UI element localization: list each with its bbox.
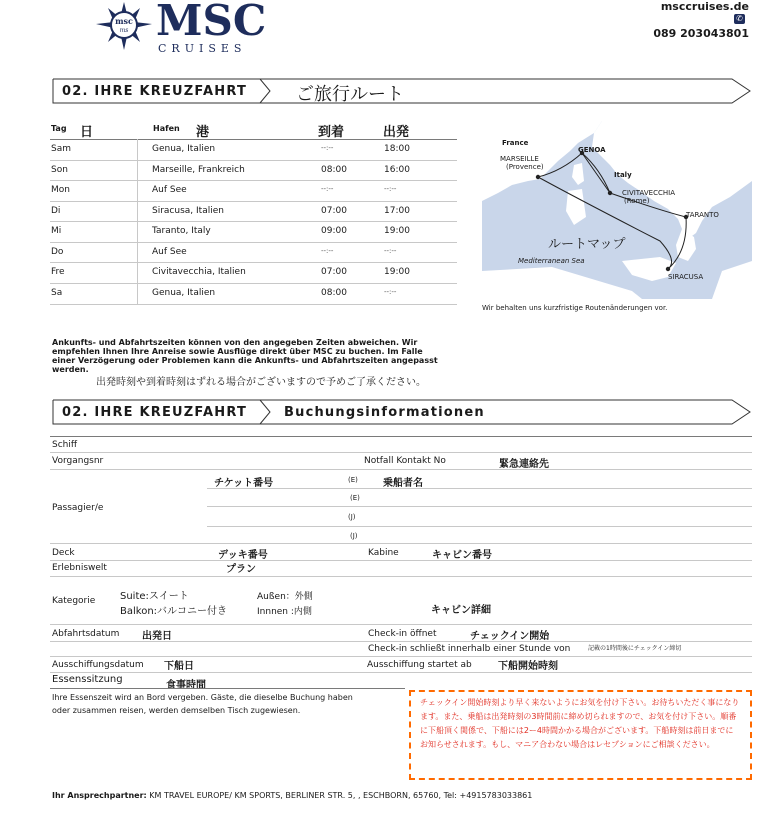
svg-text:ms: ms xyxy=(119,27,129,34)
map-label-civitavecchia-sub: (Rome) xyxy=(624,197,650,205)
map-label-marseille: MARSEILLE xyxy=(500,155,539,163)
day-cell: Mon xyxy=(51,185,70,195)
arrival-cell: 09:00 xyxy=(321,226,347,236)
map-label-italy: Italy xyxy=(614,171,632,179)
inside-jp: Innnen :内側 xyxy=(257,607,312,617)
website-link[interactable]: msccruises.de xyxy=(660,0,749,13)
checkin-open-jp: チェックイン開始 xyxy=(470,631,550,642)
ship-label: Schiff xyxy=(52,440,78,450)
msc-logo xyxy=(94,0,269,58)
category-label: Kategorie xyxy=(52,596,96,606)
day-cell: Mi xyxy=(51,226,62,236)
port-cell: Taranto, Italy xyxy=(152,226,211,236)
meal-note: Ihre Essenszeit wird an Bord vergeben. Gäste, die dieselbe Buchung haben oder zusammen reisen, werden demselben Tisch zugewiesen. xyxy=(52,693,353,715)
meal-time-jp: 食事時間 xyxy=(166,680,206,691)
cabin-number-jp: キャビン番号 xyxy=(432,550,492,561)
table-row xyxy=(50,263,457,283)
departure-cell: --:-- xyxy=(384,288,397,296)
departure-date-jp: 出発日 xyxy=(142,631,172,642)
checkin-close-label: Check-in schließt innerhalb einer Stunde von xyxy=(368,644,571,654)
arrival-cell: 08:00 xyxy=(321,288,347,298)
departure-cell: 16:00 xyxy=(384,165,410,175)
ticket-number-jp: チケット番号 xyxy=(214,478,274,489)
cabin-label: Kabine xyxy=(368,548,399,558)
disembark-date-label: Ausschiffungsdatum xyxy=(52,660,144,670)
section2-subtitle: Buchungsinformationen xyxy=(284,405,485,420)
map-label-route-jp: ルートマップ xyxy=(548,237,626,252)
day-cell: Sa xyxy=(51,288,63,298)
svg-text:msc: msc xyxy=(115,16,133,26)
disembark-start-jp: 下船開始時刻 xyxy=(498,661,558,672)
section1-subtitle-jp: ご旅行ルート xyxy=(296,84,404,105)
times-notice: Ankunfts- und Abfahrtszeiten können von den angegeben Zeiten abweichen. Wir empfehlen Ihnen Ihre Anreise sowie Ausflüge direkt über MSC zu buchen. Im Falle einer Verzögerung oder Problemen kann die Ankunfts- und Abfahrtszeiten angepasst werden. xyxy=(52,338,438,374)
map-label-civitavecchia: CIVITAVECCHIA xyxy=(622,189,675,197)
map-label-taranto: TARANTO xyxy=(686,211,719,219)
cabin-detail-jp: キャビン詳細 xyxy=(431,605,491,616)
col-arrival-jp: 到着 xyxy=(318,125,345,140)
col-hafen-jp: 港 xyxy=(196,125,210,140)
msc-compass-icon xyxy=(94,0,154,52)
checkin-close-jp: 記載の1時間後にチェックイン締切 xyxy=(588,645,682,652)
day-cell: Son xyxy=(51,165,68,175)
table-row xyxy=(50,202,457,222)
passenger-mark: (J) xyxy=(348,513,356,521)
arrival-cell: 07:00 xyxy=(321,206,347,216)
map-caption: Wir behalten uns kurzfristige Routenänderungen vor. xyxy=(482,304,668,312)
arrival-cell: 08:00 xyxy=(321,165,347,175)
checkin-warning-jp: チェックイン開始時刻より早く来ないようにお気を付け下さい。お待ちいただく事になります。また、乗船は出発時刻の3時間前に締め切られますので、お気を付け下さい。順番に下船頂く関係で、下船には2ー4時間かかる場合がございます。下船時刻は前日までにお知らせされます。もし、マニア合わない場合はレセプションにご相談ください。 xyxy=(420,698,740,749)
col-hafen: Hafen xyxy=(153,124,180,133)
emergency-contact-jp: 緊急連絡先 xyxy=(499,459,549,470)
passenger-mark: (E) xyxy=(348,476,358,484)
port-cell: Auf See xyxy=(152,185,187,195)
logo-wordmark: MSC xyxy=(156,0,267,45)
phone-icon: ✆ xyxy=(734,14,745,24)
table-row xyxy=(50,181,457,201)
day-cell: Do xyxy=(51,247,64,257)
disembark-start-label: Ausschiffung startet ab xyxy=(367,660,472,670)
port-cell: Genua, Italien xyxy=(152,144,216,154)
map-label-marseille-sub: (Provence) xyxy=(506,163,544,171)
section2-title: 02. IHRE KREUZFAHRT xyxy=(62,405,248,420)
meal-seating-label: Essenssitzung xyxy=(52,674,123,685)
contact-label: Ihr Ansprechpartner: xyxy=(52,791,147,800)
route-map xyxy=(482,121,752,299)
section1-banner xyxy=(52,77,752,105)
day-cell: Fre xyxy=(51,267,65,277)
col-departure-jp: 出発 xyxy=(383,125,410,140)
map-label-sea: Mediterranean Sea xyxy=(518,257,585,265)
section1-title: 02. IHRE KREUZFAHRT xyxy=(62,84,248,99)
day-cell: Di xyxy=(51,206,61,216)
departure-cell: --:-- xyxy=(384,185,397,193)
contact-text: KM TRAVEL EUROPE/ KM SPORTS, BERLINER STR. 5, , ESCHBORN, 65760, Tel: +4915783033861 xyxy=(146,791,533,800)
departure-cell: 17:00 xyxy=(384,206,410,216)
passenger-name-jp: 乗船者名 xyxy=(383,478,423,489)
passenger-mark: (J) xyxy=(350,532,358,540)
phone-number: 089 203043801 xyxy=(653,27,749,40)
outside-jp: Außen：外側 xyxy=(257,592,313,602)
section2-banner xyxy=(52,398,752,426)
map-label-genoa: GENOA xyxy=(578,146,606,154)
port-cell: Marseille, Frankreich xyxy=(152,165,245,175)
departure-cell: 18:00 xyxy=(384,144,410,154)
port-cell: Siracusa, Italien xyxy=(152,206,224,216)
table-row xyxy=(50,161,457,181)
table-row xyxy=(50,243,457,263)
arrival-cell: --:-- xyxy=(321,247,334,255)
table-row xyxy=(50,140,457,160)
table-row xyxy=(50,222,457,242)
arrival-cell: --:-- xyxy=(321,185,334,193)
passenger-mark: (E) xyxy=(350,494,360,502)
col-tag-jp: 日 xyxy=(80,125,94,140)
arrival-cell: 07:00 xyxy=(321,267,347,277)
passenger-label: Passagier/e xyxy=(52,503,104,513)
map-label-france: France xyxy=(502,139,529,147)
suite-jp: Suite:スイート xyxy=(120,591,189,602)
contact-footer xyxy=(52,791,532,800)
logo-subtitle: CRUISES xyxy=(158,42,247,55)
deck-number-jp: デッキ番号 xyxy=(218,550,268,561)
emergency-contact-label: Notfall Kontakt No xyxy=(364,456,446,466)
table-row xyxy=(50,284,457,304)
departure-cell: --:-- xyxy=(384,247,397,255)
plan-jp: プラン xyxy=(226,564,256,575)
arrival-cell: --:-- xyxy=(321,144,334,152)
experience-label: Erlebniswelt xyxy=(52,563,107,573)
port-cell: Genua, Italien xyxy=(152,288,216,298)
departure-cell: 19:00 xyxy=(384,226,410,236)
col-tag: Tag xyxy=(51,124,67,133)
port-cell: Civitavecchia, Italien xyxy=(152,267,246,277)
times-notice-jp: 出発時刻や到着時刻はずれる場合がございますので予めご了承ください。 xyxy=(96,377,426,388)
disembark-date-jp: 下船日 xyxy=(164,661,194,672)
departure-date-label: Abfahrtsdatum xyxy=(52,629,120,639)
booking-number-label: Vorgangsnr xyxy=(52,456,104,466)
checkin-open-label: Check-in öffnet xyxy=(368,629,437,639)
deck-label: Deck xyxy=(52,548,75,558)
map-label-siracusa: SIRACUSA xyxy=(668,273,704,281)
departure-cell: 19:00 xyxy=(384,267,410,277)
balcony-jp: Balkon:バルコニー付き xyxy=(120,606,228,617)
day-cell: Sam xyxy=(51,144,71,154)
port-cell: Auf See xyxy=(152,247,187,257)
